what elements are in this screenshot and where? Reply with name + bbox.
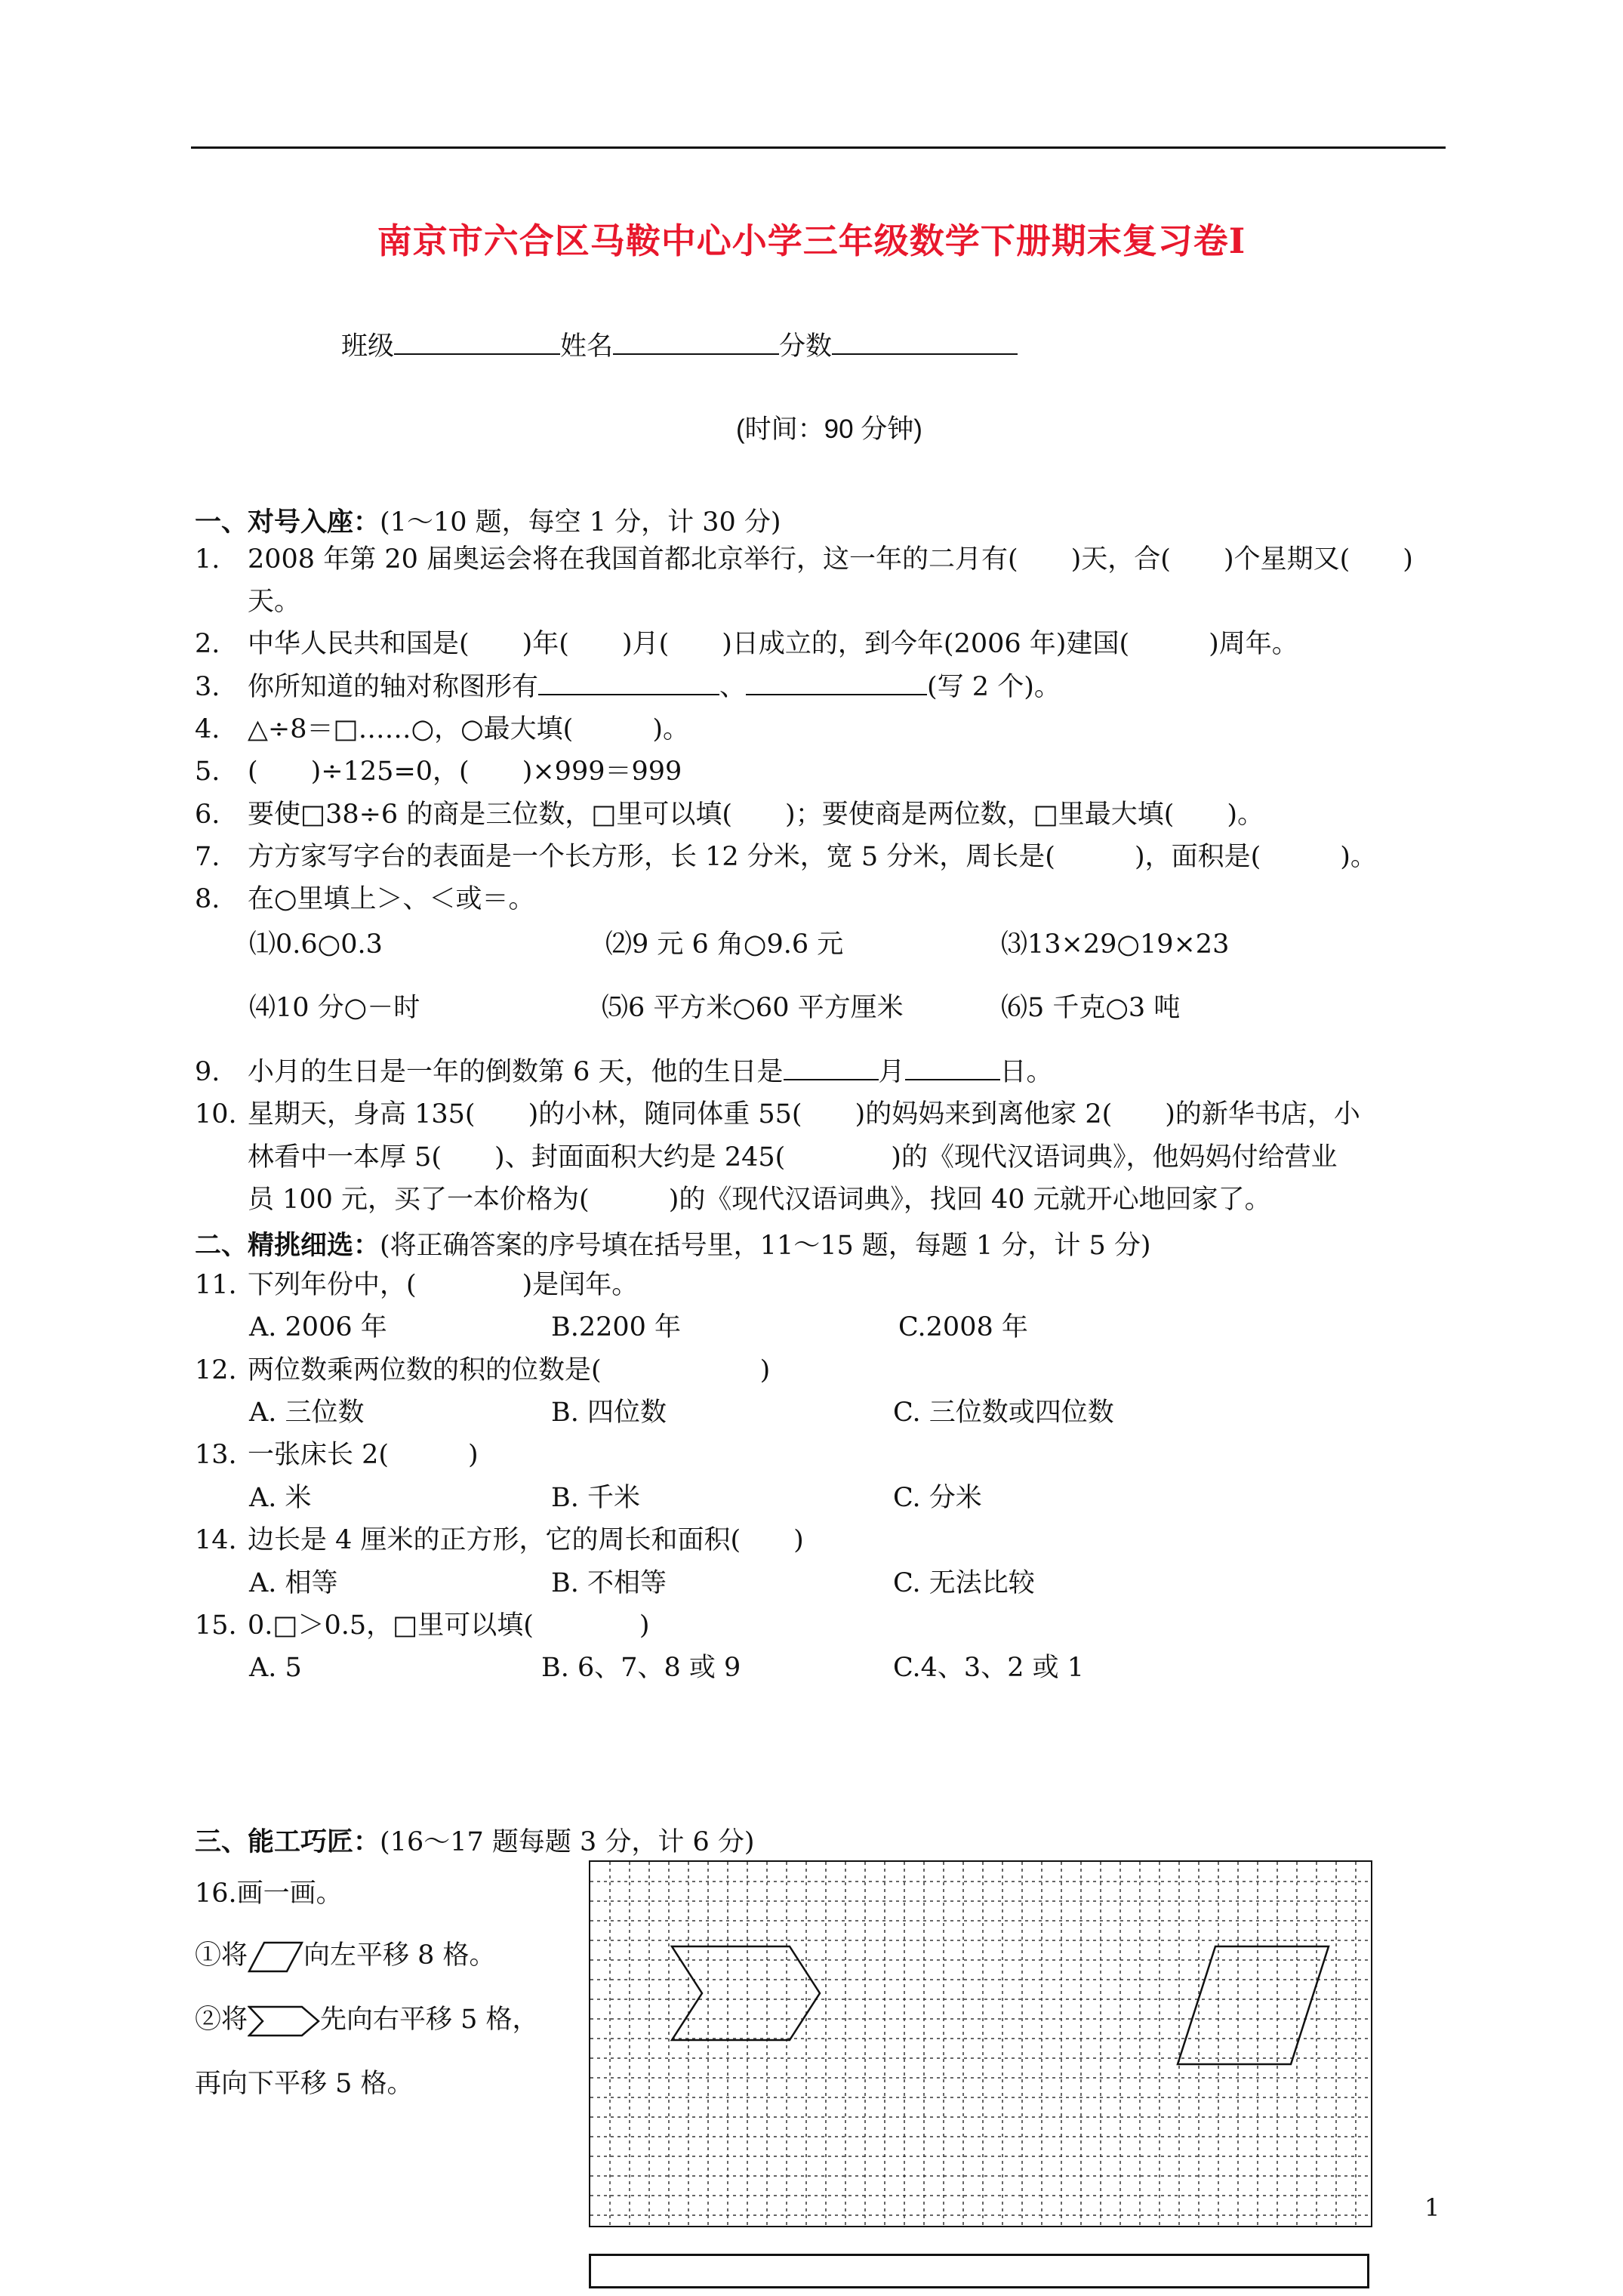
q7 [195,840,1377,874]
section2-heading [195,1225,1151,1262]
step1-suffix: 向左平移 8 格。 [303,1940,496,1971]
q-num: 8. [195,884,220,914]
name-blank[interactable] [613,331,779,355]
q12-option-b: B. 四位数 [551,1398,667,1428]
q-num: 1. [195,544,220,575]
q1-cont: 天。 [248,587,301,617]
q5-text: ( )÷125=0，( )×999＝999 [248,757,682,787]
q15-option-a: A. 5 [249,1653,302,1683]
q2-text: 中华人民共和国是( )年( )月( )日成立的，到今年(2006 年)建国( )周年。 [248,629,1298,659]
student-info-line [341,329,1018,364]
q11-option-a: A. 2006 年 [249,1312,387,1342]
parallelogram-figure [1178,1946,1329,2064]
q13 [195,1438,479,1472]
section1-note: (1～10 题，每空 1 分，计 30 分) [380,507,781,538]
q-num: 10. [195,1099,237,1130]
q1-text: 2008 年第 20 届奥运会将在我国首都北京举行，这一年的二月有( )天，合( )个星期又( ) [248,544,1413,575]
q10-line2: 林看中一本厚 5( )、封面面积大约是 245( )的《现代汉语词典》，他妈妈付给营业 [248,1142,1338,1173]
compare-2: ⑵9 元 6 角○9.6 元 [605,929,844,960]
section2-title: 二、精挑细选： [195,1231,380,1261]
compare-1: ⑴0.6○0.3 [249,929,383,960]
q6-text: 要使□38÷6 的商是三位数，□里可以填( )；要使商是两位数，□里最大填( )。 [248,800,1264,830]
q15-option-b: B. 6、7、8 或 9 [541,1653,741,1683]
q16-step2-cont: 再向下平移 5 格。 [195,2069,414,2099]
section1-heading [195,501,781,539]
step1-prefix: ①将 [195,1940,248,1971]
q1 [195,542,1413,577]
compare-5: ⑸6 平方米○60 平方厘米 [602,993,904,1023]
q15-text: 0.□＞0.5，□里可以填( ) [248,1610,650,1641]
q8-text: 在○里填上＞、＜或＝。 [248,884,535,914]
q16-step2 [195,2002,539,2039]
q9-day-blank[interactable] [905,1056,1000,1080]
time-limit: (时间：90 分钟) [736,415,922,444]
section1-title: 一、对号入座： [195,507,380,538]
q3-text-a: 你所知道的轴对称图形有 [248,672,539,702]
page-title: 南京市六合区马鞍中心小学三年级数学下册期末复习卷Ⅰ [377,220,1246,261]
q9-text-b: 月 [878,1057,905,1087]
q-num: 14. [195,1525,237,1555]
q14-option-c: C. 无法比较 [893,1568,1035,1598]
class-label: 班级 [341,331,395,362]
score-label: 分数 [779,331,833,362]
q11-text: 下列年份中，( )是闰年。 [248,1270,639,1300]
grid-svg [590,1862,1371,2226]
q3-text-b: 、 [719,672,747,702]
step2-prefix: ②将 [195,2005,248,2035]
name-label: 姓名 [560,331,614,362]
q7-text: 方方家写字台的表面是一个长方形，长 12 分米，宽 5 分米，周长是( )，面积是( )。 [248,842,1377,872]
q3-blank-1[interactable] [538,671,719,695]
q12-option-a: A. 三位数 [249,1398,365,1428]
q14-option-a: A. 相等 [249,1568,338,1598]
compare-4: ⑷10 分○－时 [249,993,420,1023]
section3-heading [195,1821,755,1859]
drawing-grid[interactable] [589,1860,1372,2227]
q15-option-c: C.4、3、2 或 1 [893,1653,1084,1683]
q14-option-b: B. 不相等 [551,1568,667,1598]
compare-6: ⑹5 千克○3 吨 [1001,993,1181,1023]
q15 [195,1608,650,1643]
q11-option-c: C.2008 年 [898,1312,1028,1342]
q9-text-c: 日。 [999,1057,1053,1087]
q-num: 13. [195,1440,237,1470]
q-num: 11. [195,1270,237,1300]
section3-title: 三、能工巧匠： [195,1827,380,1857]
q11 [195,1268,638,1302]
arrow-shape-icon [248,2004,320,2039]
q4 [195,712,689,747]
q12 [195,1353,770,1388]
q5 [195,754,682,789]
q-num: 6. [195,800,220,830]
q9-text-a: 小月的生日是一年的倒数第 6 天，他的生日是 [248,1057,784,1087]
q-num: 5. [195,757,220,787]
q-num: 3. [195,672,220,702]
q14 [195,1523,804,1558]
q16-title: 16.画一画。 [195,1878,343,1909]
grid-bottom-bar [589,2254,1369,2288]
q3-text-c: (写 2 个)。 [927,672,1061,702]
q13-option-b: B. 千米 [551,1483,640,1513]
q-num: 4. [195,714,220,744]
q3-blank-2[interactable] [746,671,927,695]
q-num: 15. [195,1610,237,1641]
q-num: 7. [195,842,220,872]
q4-text: △÷8＝□……○，○最大填( )。 [248,714,689,744]
parallelogram-icon [248,1940,303,1974]
q10-line3: 员 100 元，买了一本价格为( )的《现代汉语词典》，找回 40 元就开心地回家了。 [248,1185,1271,1215]
section3-note: (16～17 题每题 3 分，计 6 分) [380,1827,755,1857]
q6 [195,797,1264,832]
q10-text-1: 星期天，身高 135( )的小林，随同体重 55( )的妈妈来到离他家 2( )的新华书店，小 [248,1099,1360,1130]
q-num: 2. [195,629,220,659]
q2 [195,627,1298,661]
q-num: 12. [195,1355,237,1385]
q16-step1 [195,1938,496,1974]
q13-text: 一张床长 2( ) [248,1440,479,1470]
section2-note: (将正确答案的序号填在括号里，11～15 题，每题 1 分，计 5 分) [380,1231,1151,1261]
page-number: 1 [1424,2193,1440,2222]
q8 [195,882,535,917]
class-blank[interactable] [394,331,560,355]
q11-option-b: B.2200 年 [551,1312,682,1342]
q13-option-a: A. 米 [249,1483,312,1513]
q12-option-c: C. 三位数或四位数 [893,1398,1114,1428]
q13-option-c: C. 分米 [893,1483,982,1513]
score-blank[interactable] [832,331,1018,355]
q10-line1 [195,1097,1360,1132]
top-rule [191,146,1446,149]
step2-suffix: 先向右平移 5 格， [320,2005,539,2035]
q14-text: 边长是 4 厘米的正方形，它的周长和面积( ) [248,1525,804,1555]
compare-3: ⑶13×29○19×23 [1001,929,1230,960]
q9-month-blank[interactable] [784,1056,879,1080]
q3 [195,670,1061,704]
q9 [195,1055,1053,1089]
q-num: 9. [195,1057,220,1087]
q12-text: 两位数乘两位数的积的位数是( ) [248,1355,771,1385]
